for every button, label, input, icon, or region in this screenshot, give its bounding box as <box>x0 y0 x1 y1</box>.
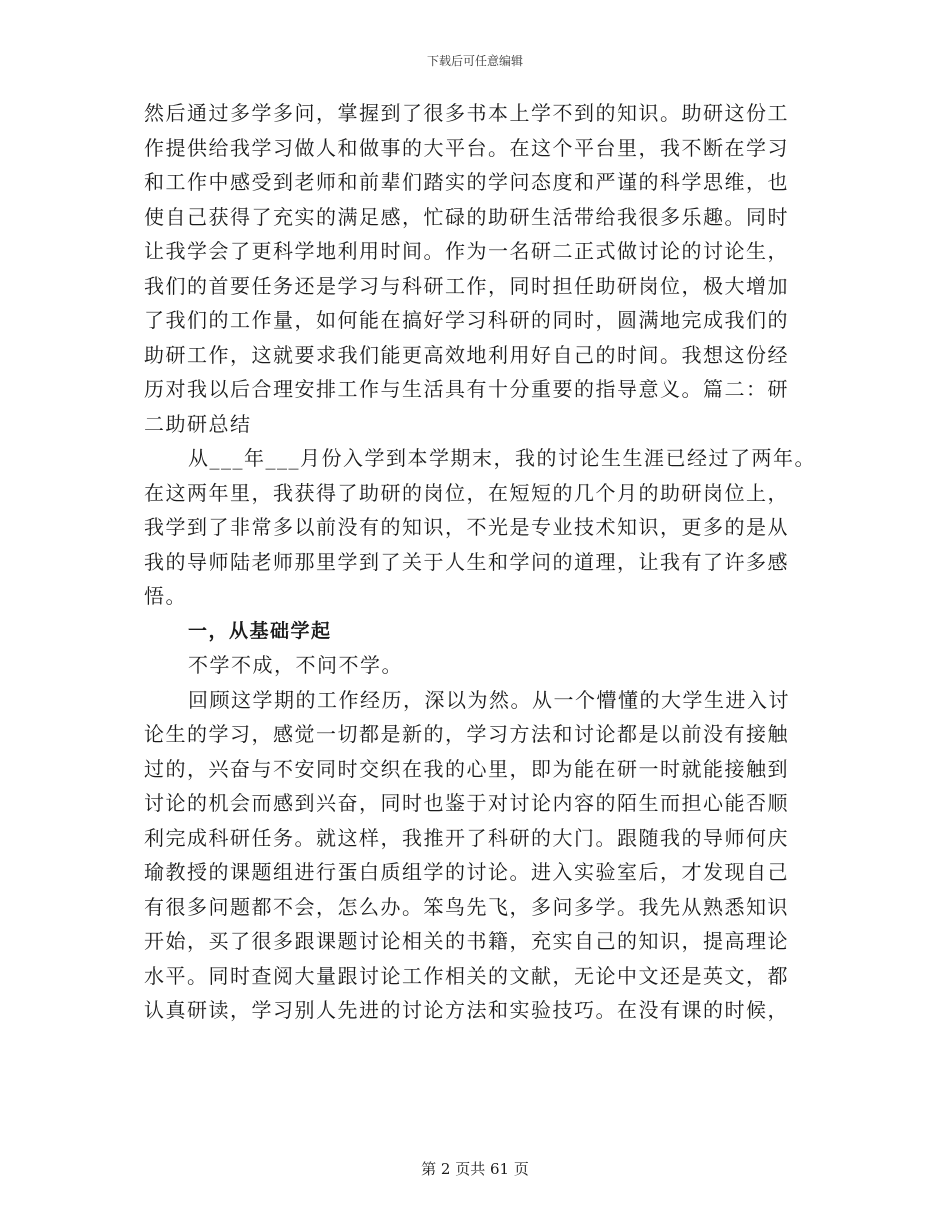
document-body <box>144 96 816 1028</box>
text-line: 不学不成，不问不学。 <box>188 653 403 677</box>
page-number: 第 2 页共 61 页 <box>421 1160 529 1178</box>
text-line: 悟。 <box>144 584 187 608</box>
text-line: 了我们的工作量，如何能在搞好学习科研的同时，圆满地完成我们的 <box>144 308 789 332</box>
text-line: 论生的学习，感觉一切都是新的，学习方法和讨论都是以前没有接触 <box>144 722 789 746</box>
text-line: 认真研读，学习别人先进的讨论方法和实验技巧。在没有课的时候， <box>144 998 789 1022</box>
text-line: 二助研总结 <box>144 411 252 436</box>
text-line: 水平。同时查阅大量跟讨论工作相关的文献，无论中文还是英文，都 <box>144 963 789 988</box>
text-line: 利完成科研任务。就这样，我推开了科研的大门。跟随我的导师何庆 <box>144 825 789 850</box>
text-line: 使自己获得了充实的满足感，忙碌的助研生活带给我很多乐趣。同时 <box>144 204 789 229</box>
text-line: 开始，买了很多跟课题讨论相关的书籍，充实自己的知识，提高理论 <box>144 929 789 953</box>
text-line: 我的导师陆老师那里学到了关于人生和学问的道理，让我有了许多感 <box>144 549 789 574</box>
text-line: 历对我以后合理安排工作与生活具有十分重要的指导意义。篇二：研 <box>144 377 789 401</box>
text-line: 我学到了非常多以前没有的知识，不光是专业技术知识，更多的是从 <box>144 515 789 539</box>
text-line: 作提供给我学习做人和做事的大平台。在这个平台里，我不断在学习 <box>144 135 789 160</box>
text-line: 回顾这学期的工作经历，深以为然。从一个懵懂的大学生进入讨 <box>188 687 790 712</box>
text-line: 然后通过多学多问，掌握到了很多书本上学不到的知识。助研这份工 <box>144 101 789 125</box>
section-heading: 一，从基础学起 <box>188 619 332 642</box>
page-header-note: 下载后可任意编辑 <box>426 54 523 68</box>
text-line: 过的，兴奋与不安同时交织在我的心里，即为能在研一时就能接触到 <box>144 756 789 781</box>
text-line: 有很多问题都不会，怎么办。笨鸟先飞，多问多学。我先从熟悉知识 <box>144 894 789 919</box>
text-line: 讨论的机会而感到兴奋，同时也鉴于对讨论内容的陌生而担心能否顺 <box>144 791 789 815</box>
text-line: 和工作中感受到老师和前辈们踏实的学问态度和严谨的科学思维，也 <box>144 170 789 194</box>
text-line: 我们的首要任务还是学习与科研工作，同时担任助研岗位，极大增加 <box>144 273 789 298</box>
text-line: 让我学会了更科学地利用时间。作为一名研二正式做讨论的讨论生， <box>144 239 789 263</box>
text-line: 在这两年里，我获得了助研的岗位，在短短的几个月的助研岗位上， <box>144 480 789 505</box>
text-line: 瑜教授的课题组进行蛋白质组学的讨论。进入实验室后，才发现自己 <box>144 860 789 884</box>
text-line: 从___年___月份入学到本学期末，我的讨论生生涯已经过了两年。 <box>188 446 816 470</box>
text-line: 助研工作，这就要求我们能更高效地利用好自己的时间。我想这份经 <box>144 342 789 367</box>
